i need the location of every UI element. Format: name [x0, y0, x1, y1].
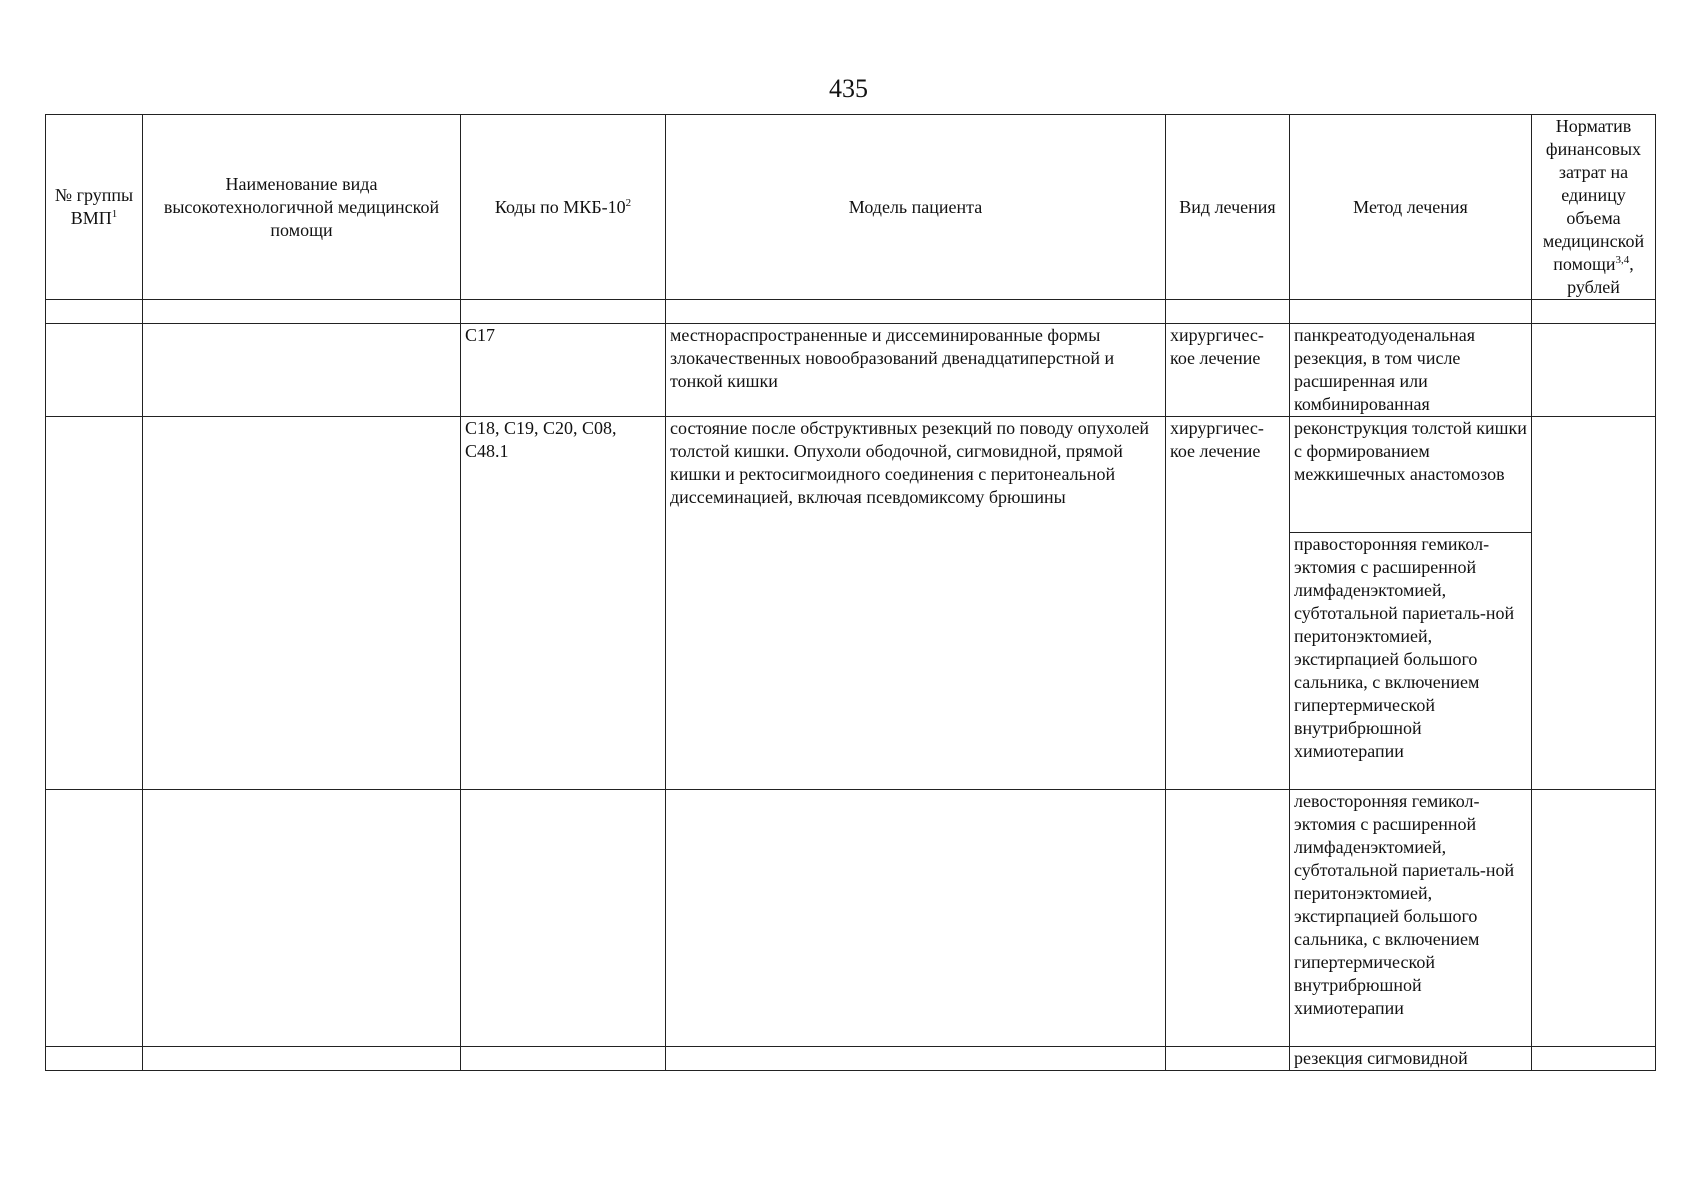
model-cell: [666, 1047, 1166, 1071]
header-row: [46, 115, 1656, 300]
group-cell: [46, 790, 143, 1047]
codes-cell: C18, C19, C20, C08, C48.1: [461, 417, 666, 790]
table-row: [46, 324, 1656, 417]
header-treatment-type: Вид лечения: [1166, 115, 1290, 300]
cost-cell: [1532, 417, 1656, 790]
header-patient-model: Модель пациента: [666, 115, 1166, 300]
treatment-type-cell: [1166, 1047, 1290, 1071]
method-cell: реконструкция толстой кишки с формированием межкишечных анастомозов: [1290, 417, 1532, 533]
codes-cell: [461, 1047, 666, 1071]
method-cell: резекция сигмовидной: [1290, 1047, 1532, 1071]
codes-cell: [461, 790, 666, 1047]
treatment-type-cell: хирургичес-кое лечение: [1166, 417, 1290, 790]
model-cell: состояние после обструктивных резекций по поводу опухолей толстой кишки. Опухоли ободочной, сигмовидной, прямой кишки и ректосигмоидного соединения с перитонеальной диссеминацией, включая псевдомиксому брюшины: [666, 417, 1166, 790]
model-cell: [666, 790, 1166, 1047]
table-row: [46, 1047, 1656, 1071]
page-number: 435: [829, 74, 868, 103]
vmp-table: [45, 114, 1656, 1071]
header-care-type-name: Наименование вида высокотехнологичной медицинской помощи: [143, 115, 461, 300]
care-name-cell: [143, 1047, 461, 1071]
cost-cell: [1532, 790, 1656, 1047]
codes-cell: C17: [461, 324, 666, 417]
care-name-cell: [143, 417, 461, 790]
group-cell: [46, 1047, 143, 1071]
header-group-number: № группы ВМП$^1$: [46, 115, 143, 300]
header-treatment-method: Метод лечения: [1290, 115, 1532, 300]
table-row: [46, 790, 1656, 1047]
model-cell: местнораспространенные и диссеминированные формы злокачественных новообразований двенадцатиперстной и тонкой кишки: [666, 324, 1166, 417]
method-cell: левосторонняя гемикол-эктомия с расширенной лимфаденэктомией, субтотальной париеталь-ной перитонэктомией, экстирпацией большого сальника, с включением гипертермической внутрибрюшной химиотерапии: [1290, 790, 1532, 1047]
method-cell: панкреатодуоденальная резекция, в том числе расширенная или комбинированная: [1290, 324, 1532, 417]
table-row: [46, 417, 1656, 533]
header-cost-norm: Норматив финансовых затрат на единицу объема медицинской помощи$^{3,4}$, рублей: [1532, 115, 1656, 300]
cost-cell: [1532, 324, 1656, 417]
group-cell: [46, 324, 143, 417]
treatment-type-cell: хирургичес-кое лечение: [1166, 324, 1290, 417]
group-cell: [46, 417, 143, 790]
treatment-type-cell: [1166, 790, 1290, 1047]
care-name-cell: [143, 324, 461, 417]
cost-cell: [1532, 1047, 1656, 1071]
care-name-cell: [143, 790, 461, 1047]
blank-row: [46, 300, 1656, 324]
method-cell: правосторонняя гемикол-эктомия с расширенной лимфаденэктомией, субтотальной париеталь-ной перитонэктомией, экстирпацией большого сальника, с включением гипертермической внутрибрюшной химиотерапии: [1290, 533, 1532, 790]
header-icd-codes: Коды по МКБ-$10^2$: [461, 115, 666, 300]
